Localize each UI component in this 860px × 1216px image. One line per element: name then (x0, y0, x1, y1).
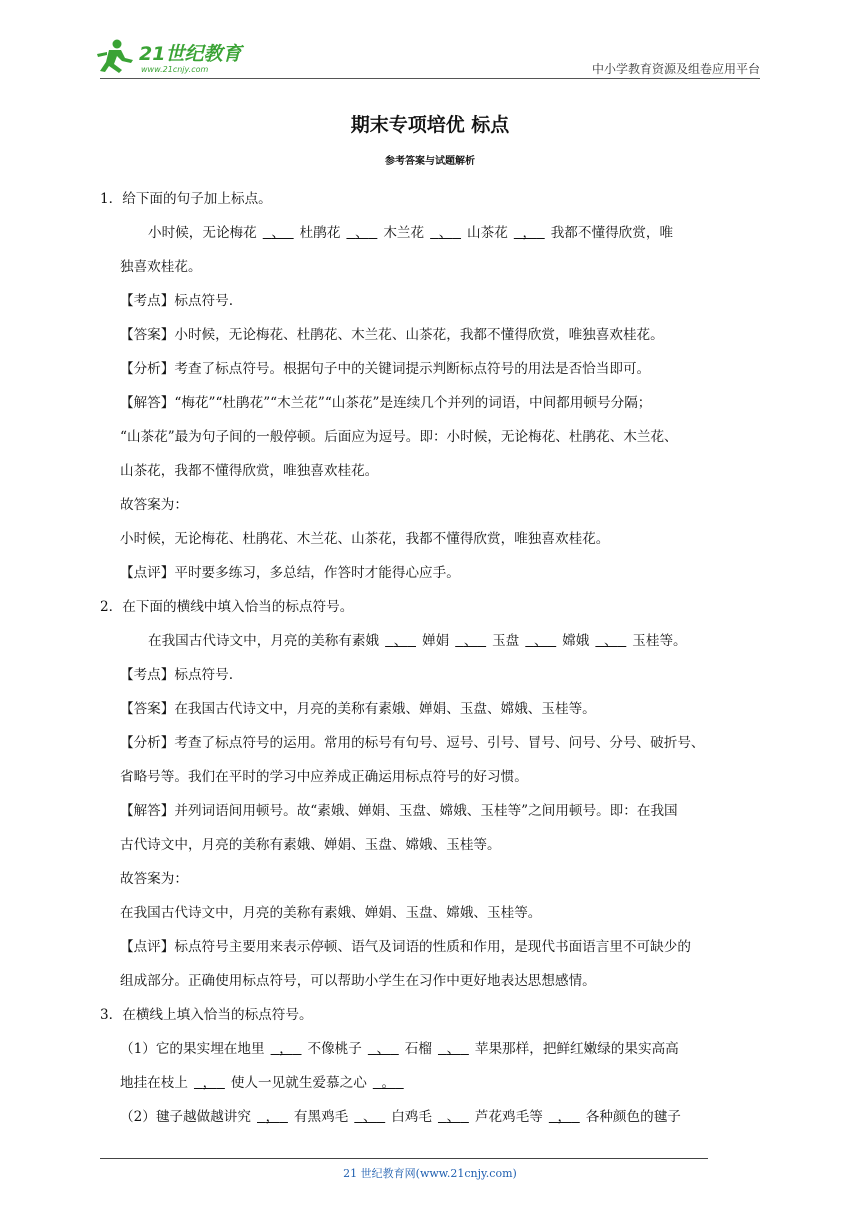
q1-text: 山茶花 (467, 225, 508, 241)
q2-kaodian: 【考点】标点符号. (120, 667, 234, 683)
q2-text: 婵娟 (422, 633, 450, 649)
q1-text: 杜鹃花 (299, 225, 341, 241)
q2-sentence-line (100, 624, 764, 658)
q3-p1-blank-1[interactable]: ， (279, 1041, 293, 1057)
q3-p2-blank-3[interactable]: 、 (446, 1109, 461, 1125)
header-divider (100, 78, 760, 79)
q3-text: 有黑鸡毛 (293, 1109, 349, 1125)
q3-stem: 3．在横线上填入恰当的标点符号。 (100, 1007, 313, 1023)
q1-answer: 【答案】小时候，无论梅花、杜鹃花、木兰花、山茶花，我都不懂得欣赏，唯独喜欢桂花。 (120, 327, 664, 343)
q3-p1-blank-5[interactable]: 。 (381, 1075, 396, 1091)
q1-blank-2[interactable]: 、 (355, 225, 369, 241)
q3-part1-line1 (100, 1032, 764, 1066)
q1-blank-1[interactable]: 、 (271, 225, 285, 241)
svg-text:21世纪教育: 21世纪教育 (139, 43, 242, 65)
q2-blank-4[interactable]: 、 (604, 633, 618, 649)
q1-kaodian: 【考点】标点符号. (120, 293, 234, 309)
running-man-icon (97, 40, 133, 74)
q1-text: 木兰花 (383, 225, 425, 241)
q3-p1-blank-4[interactable]: ， (202, 1075, 217, 1091)
q2-therefore: 故答案为： (120, 871, 188, 887)
q2-solution-2: 古代诗文中，月亮的美称有素娥、婵娟、玉盘、嫦娥、玉桂等。 (120, 837, 501, 853)
q3-text: 芦花鸡毛等 (474, 1109, 543, 1125)
q2-comment-2: 组成部分。正确使用标点符号，可以帮助小学生在习作中更好地表达思想感情。 (120, 973, 596, 989)
q1-final-answer: 小时候，无论梅花、杜鹃花、木兰花、山茶花，我都不懂得欣赏，唯独喜欢桂花。 (120, 531, 610, 547)
q2-blank-2[interactable]: 、 (463, 633, 478, 649)
q2-stem: 2．在下面的横线中填入恰当的标点符号。 (100, 599, 354, 615)
q3-text: 地挂在枝上 (120, 1075, 188, 1091)
q3-text: 白鸡毛 (391, 1109, 432, 1125)
page-subtitle: 参考答案与试题解析 (385, 156, 475, 167)
q2-analysis-2: 省略号等。我们在平时的学习中应养成正确运用标点符号的好习惯。 (120, 769, 528, 785)
q3-p1-blank-3[interactable]: 、 (446, 1041, 461, 1057)
q2-analysis-1: 【分析】考查了标点符号的运用。常用的标号有句号、逗号、引号、冒号、问号、分号、破折号、 (120, 735, 705, 751)
svg-text:www.21cnjy.com: www.21cnjy.com (141, 65, 209, 74)
footer-link[interactable]: 21 世纪教育网(www.21cnjy.com) (343, 1167, 517, 1180)
q3-p2-blank-2[interactable]: 、 (362, 1109, 377, 1125)
header-platform-text: 中小学教育资源及组卷应用平台 (591, 62, 760, 76)
q1-text: 我都不懂得欣赏，唯 (550, 225, 674, 241)
q1-solution-2: “山茶花”最为句子间的一般停顿。后面应为逗号。即：小时候，无论梅花、杜鹃花、木兰花、 (120, 429, 678, 445)
q2-text: 在我国古代诗文中，月亮的美称有素娥 (148, 633, 380, 649)
q1-blank-4[interactable]: ， (522, 225, 537, 241)
q2-text: 嫦娥 (562, 633, 590, 649)
q2-answer: 【答案】在我国古代诗文中，月亮的美称有素娥、婵娟、玉盘、嫦娥、玉桂等。 (120, 701, 596, 717)
q3-part2-line1 (100, 1100, 764, 1134)
q1-comment: 【点评】平时要多练习，多总结，作答时才能得心应手。 (120, 565, 460, 581)
q1-solution-1: 【解答】“梅花”“杜鹃花”“木兰花”“山茶花”是连续几个并列的词语，中间都用顿号分隔； (120, 395, 652, 411)
q2-final-answer: 在我国古代诗文中，月亮的美称有素娥、婵娟、玉盘、嫦娥、玉桂等。 (120, 905, 542, 921)
q3-p2-blank-1[interactable]: ， (265, 1109, 280, 1125)
q2-blank-1[interactable]: 、 (393, 633, 408, 649)
q3-text: （1）它的果实埋在地里 (120, 1041, 265, 1057)
q2-comment-1: 【点评】标点符号主要用来表示停顿、语气及词语的性质和作用，是现代书面语言里不可缺少的 (120, 939, 691, 955)
footer-divider (100, 1158, 708, 1159)
q1-therefore: 故答案为： (120, 497, 188, 513)
q1-stem: 1．给下面的句子加上标点。 (100, 191, 272, 207)
q3-text: 各种颜色的毽子 (585, 1109, 681, 1125)
page-title: 期末专项培优 标点 (350, 114, 510, 136)
q3-text: （2）毽子越做越讲究 (120, 1109, 251, 1125)
q3-p1-blank-2[interactable]: 、 (376, 1041, 391, 1057)
q3-p2-blank-4[interactable]: ， (557, 1109, 572, 1125)
document-body (100, 182, 764, 1134)
q3-text: 使人一见就生爱慕之心 (230, 1075, 367, 1091)
q1-analysis: 【分析】考查了标点符号。根据句子中的关键词提示判断标点符号的用法是否恰当即可。 (120, 361, 651, 377)
q3-part1-line2 (100, 1066, 764, 1100)
q1-blank-3[interactable]: 、 (438, 225, 453, 241)
q3-text: 苹果那样，把鲜红嫩绿的果实高高 (474, 1041, 679, 1057)
q1-sentence-cont: 独喜欢桂花。 (120, 259, 202, 275)
q2-text: 玉盘 (492, 633, 520, 649)
logo-21cnjy (95, 38, 265, 76)
q2-blank-3[interactable]: 、 (533, 633, 548, 649)
q3-text: 不像桃子 (307, 1041, 362, 1057)
q2-solution-1: 【解答】并列词语间用顿号。故“素娥、婵娟、玉盘、嫦娥、玉桂等”之间用顿号。即：在我国 (120, 803, 678, 819)
q1-solution-3: 山茶花，我都不懂得欣赏，唯独喜欢桂花。 (120, 463, 379, 479)
q3-text: 石榴 (404, 1041, 432, 1057)
q1-sentence-line (100, 216, 764, 250)
q2-text: 玉桂等。 (632, 633, 687, 649)
q1-text: 小时候，无论梅花 (148, 225, 257, 241)
page-header (0, 0, 860, 80)
